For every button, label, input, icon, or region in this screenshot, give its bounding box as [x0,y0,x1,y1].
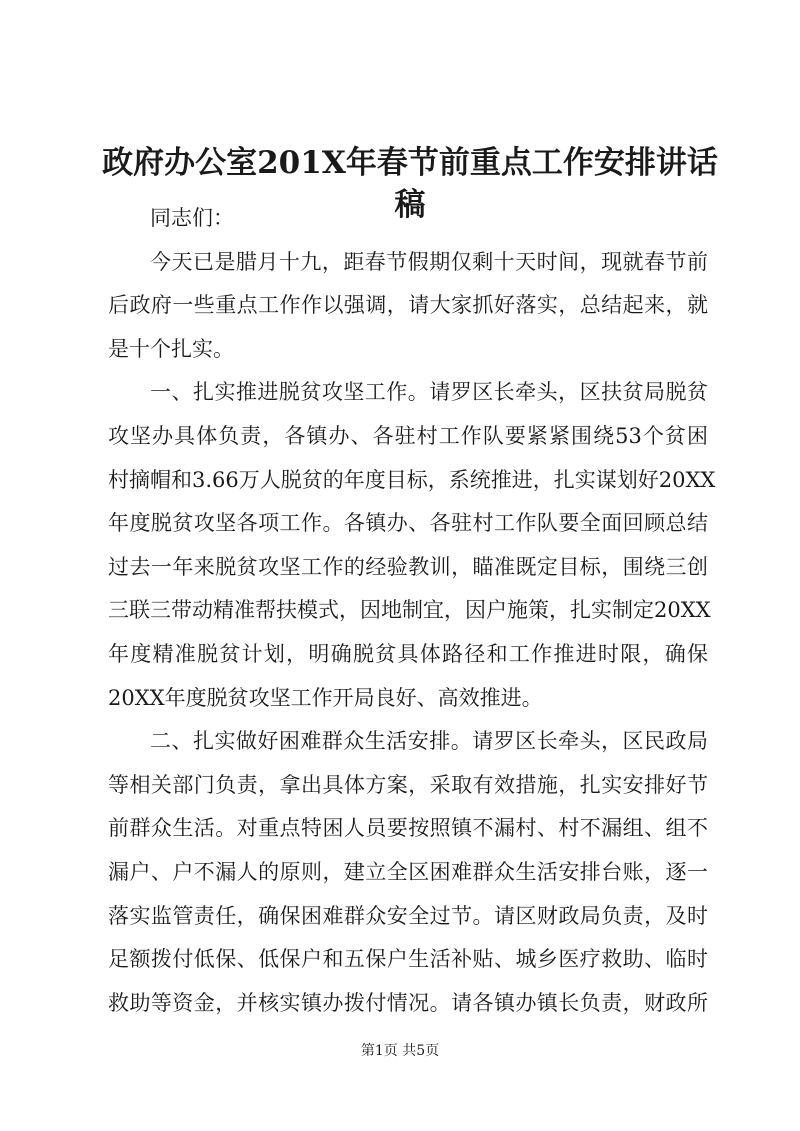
document-body [108,197,716,1025]
title-line: 政府办公室201X年春节前重点工作安排讲话 [102,145,718,181]
text-line: 今天已是腊月十九，距春节假期仅剩十天时间，现就春节前 [150,249,708,274]
salutation: 同志们： [150,206,234,230]
text-line: 年度脱贫攻坚各项工作。各镇办、各驻村工作队要全面回顾总结 [108,511,708,536]
text-line: 后政府一些重点工作作以强调，请大家抓好落实，总结起来，就 [108,293,708,318]
paragraph-intro [108,241,708,372]
text-line: 漏户、户不漏人的原则，建立全区困难群众生活安排台账，逐一 [108,859,708,884]
text-line: 20XX年度脱贫攻坚工作开局良好、高效推进。 [108,685,543,710]
text-line: 落实监管责任，确保困难群众安全过节。请区财政局负责，及时 [108,903,708,928]
text-line: 救助等资金，并核实镇办拨付情况。请各镇办镇长负责，财政所 [108,990,708,1015]
text-line: 过去一年来脱贫攻坚工作的经验教训，瞄准既定目标，围绕三创 [108,554,708,579]
text-line: 一、扎实推进脱贫攻坚工作。请罗区长牵头，区扶贫局脱贫 [150,380,708,405]
text-line: 攻坚办具体负责，各镇办、各驻村工作队要紧紧围绕53个贫困 [108,423,708,448]
page-number: 第1页 共5页 [360,1043,440,1059]
paragraph-livelihood [108,720,708,1025]
text-line: 前群众生活。对重点特困人员要按照镇不漏村、村不漏组、组不 [108,816,708,841]
paragraph-poverty [108,371,716,720]
text-line: 足额拨付低保、低保户和五保户生活补贴、城乡医疗救助、临时 [108,947,708,972]
text-line: 村摘帽和3.66万人脱贫的年度目标，系统推进，扎实谋划好20XX [108,467,716,492]
title-line: 稿 [394,187,426,223]
text-line: 等相关部门负责，拿出具体方案，采取有效措施，扎实安排好节 [108,772,708,797]
text-line: 是十个扎实。 [108,336,234,361]
text-line: 二、扎实做好困难群众生活安排。请罗区长牵头，区民政局 [150,729,708,754]
text-line: 年度精准脱贫计划，明确脱贫具体路径和工作推进时限，确保 [108,641,708,666]
text-line: 三联三带动精准帮扶模式，因地制宜，因户施策，扎实制定20XX [108,598,711,623]
